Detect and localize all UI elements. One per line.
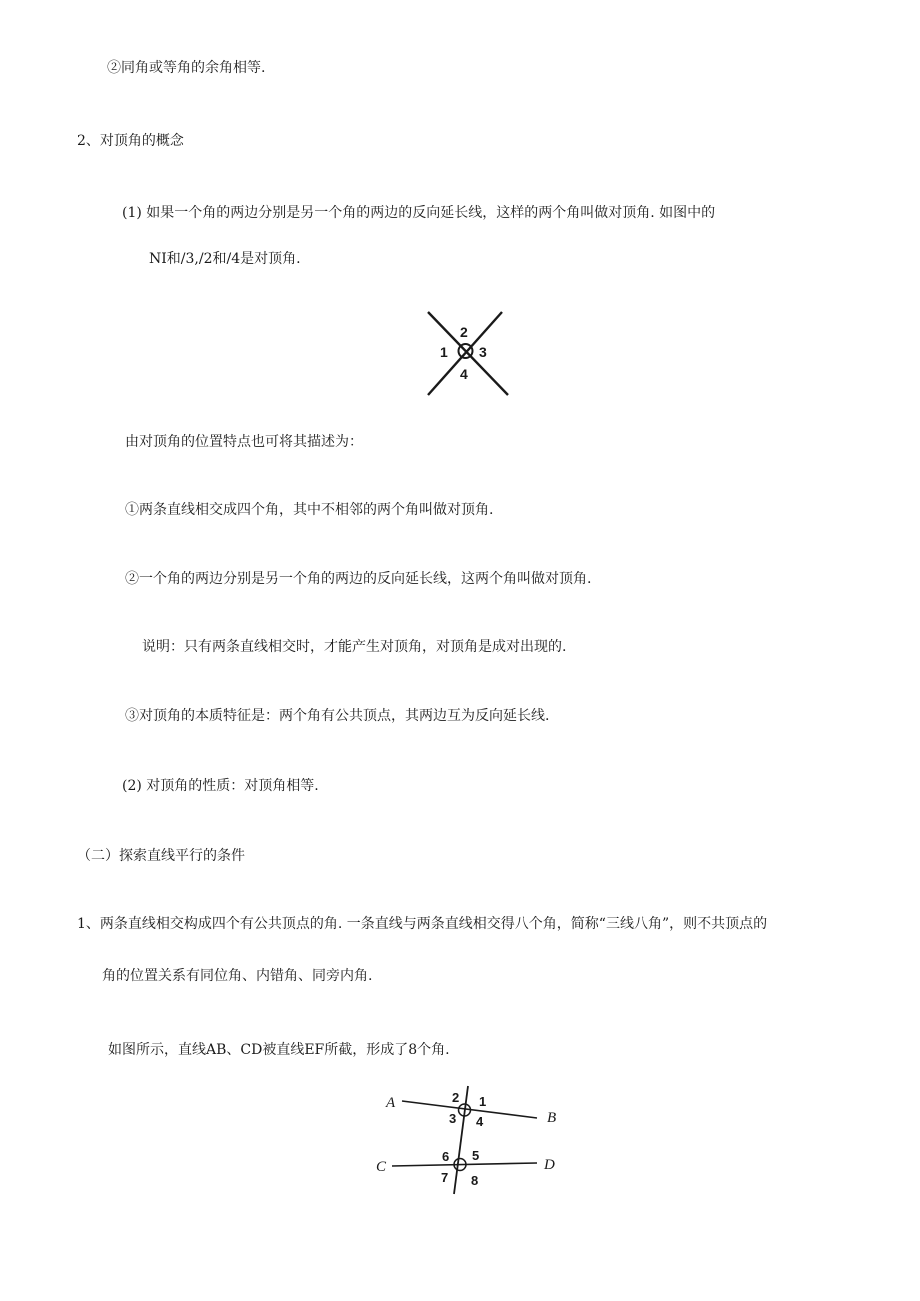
section-heading-vertical-angles: 2、对顶角的概念 bbox=[77, 133, 184, 149]
angle-label-5: 5 bbox=[472, 1148, 480, 1163]
text-line-12: 1、两条直线相交构成四个有公共顶点的角. 一条直线与两条直线相交得八个角，简称“三线八角”，则不共顶点的 bbox=[77, 916, 768, 932]
angle-label-7: 7 bbox=[441, 1170, 449, 1185]
angle-label-6: 6 bbox=[442, 1149, 450, 1164]
line-ab bbox=[402, 1101, 537, 1118]
text-line-5: 由对顶角的位置特点也可将其描述为： bbox=[125, 434, 363, 450]
point-label-a: A bbox=[386, 1095, 396, 1111]
text-line-4: NI和/3,/2和/4是对顶角. bbox=[149, 251, 301, 267]
text-line-10: (2) 对顶角的性质：对顶角相等. bbox=[122, 778, 319, 794]
point-label-c: C bbox=[376, 1159, 387, 1175]
angle-label-4: 4 bbox=[476, 1114, 484, 1129]
angle-label-1: 1 bbox=[479, 1094, 487, 1109]
vertical-angles-figure bbox=[422, 307, 514, 399]
vertical-angles-svg bbox=[422, 307, 514, 399]
line-cd bbox=[392, 1163, 537, 1166]
angle-label-4: 4 bbox=[460, 366, 468, 382]
transversal-figure bbox=[372, 1084, 568, 1200]
angle-label-2: 2 bbox=[460, 324, 468, 340]
point-label-d: D bbox=[544, 1157, 555, 1173]
text-line-6: ①两条直线相交成四个角，其中不相邻的两个角叫做对顶角. bbox=[125, 502, 494, 518]
transversal-svg bbox=[372, 1084, 568, 1200]
text-line-3: (1) 如果一个角的两边分别是另一个角的两边的反向延长线，这样的两个角叫做对顶角. 如图中的 bbox=[122, 205, 716, 221]
text-line-7: ②一个角的两边分别是另一个角的两边的反向延长线，这两个角叫做对顶角. bbox=[125, 571, 592, 587]
angle-label-3: 3 bbox=[479, 344, 487, 360]
text-line-14: 如图所示，直线AB、CD被直线EF所截，形成了8个角. bbox=[108, 1042, 450, 1058]
angle-label-8: 8 bbox=[471, 1173, 479, 1188]
text-line-9: ③对顶角的本质特征是：两个角有公共顶点，其两边互为反向延长线. bbox=[125, 708, 550, 724]
note-line: 说明：只有两条直线相交时，才能产生对顶角，对顶角是成对出现的. bbox=[142, 639, 567, 655]
section-heading-parallel: （二）探索直线平行的条件 bbox=[77, 848, 245, 864]
text-line-1: ②同角或等角的余角相等. bbox=[107, 60, 266, 76]
angle-label-1: 1 bbox=[440, 344, 448, 360]
angle-label-3: 3 bbox=[449, 1111, 457, 1126]
text-line-13: 角的位置关系有同位角、内错角、同旁内角. bbox=[102, 968, 373, 984]
angle-label-2: 2 bbox=[452, 1090, 460, 1105]
point-label-b: B bbox=[547, 1110, 557, 1126]
